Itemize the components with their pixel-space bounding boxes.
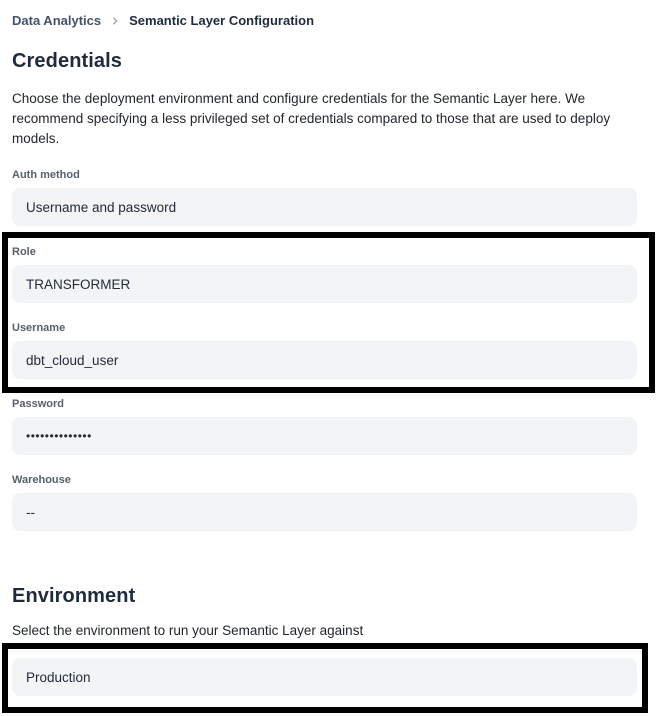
deployment-environment-field: Production [12, 658, 637, 696]
chevron-right-icon [110, 16, 120, 26]
environment-section-description: Select the environment to run your Semantic Layer against [12, 623, 364, 638]
role-field: TRANSFORMER [12, 265, 637, 303]
warehouse-group [12, 474, 637, 531]
auth-method-group [12, 169, 637, 226]
breadcrumb-item-data-analytics[interactable]: Data Analytics [12, 13, 102, 28]
auth-method-field: Username and password [12, 188, 637, 226]
role-group [12, 246, 649, 303]
password-group [12, 398, 637, 455]
breadcrumb-item-current: Semantic Layer Configuration [129, 13, 315, 28]
auth-method-label: Auth method [12, 169, 80, 181]
password-label: Password [12, 398, 64, 410]
username-field: dbt_cloud_user [12, 341, 637, 379]
credentials-section-title: Credentials [12, 50, 123, 72]
environment-section-title: Environment [12, 585, 136, 607]
password-field: •••••••••••••• [12, 417, 637, 455]
highlight-box-role-username [2, 232, 655, 393]
highlight-box-environment [2, 643, 648, 713]
username-group [12, 322, 649, 379]
username-label: Username [12, 322, 66, 334]
breadcrumb [12, 13, 637, 29]
warehouse-label: Warehouse [12, 474, 71, 486]
credentials-section-description: Choose the deployment environment and configure credentials for the Semantic Layer here. We recommend specifying a less privileged set of credentials compared to those that are used to deploy models. [12, 91, 611, 146]
role-label: Role [12, 246, 36, 258]
warehouse-field: -- [12, 493, 637, 531]
